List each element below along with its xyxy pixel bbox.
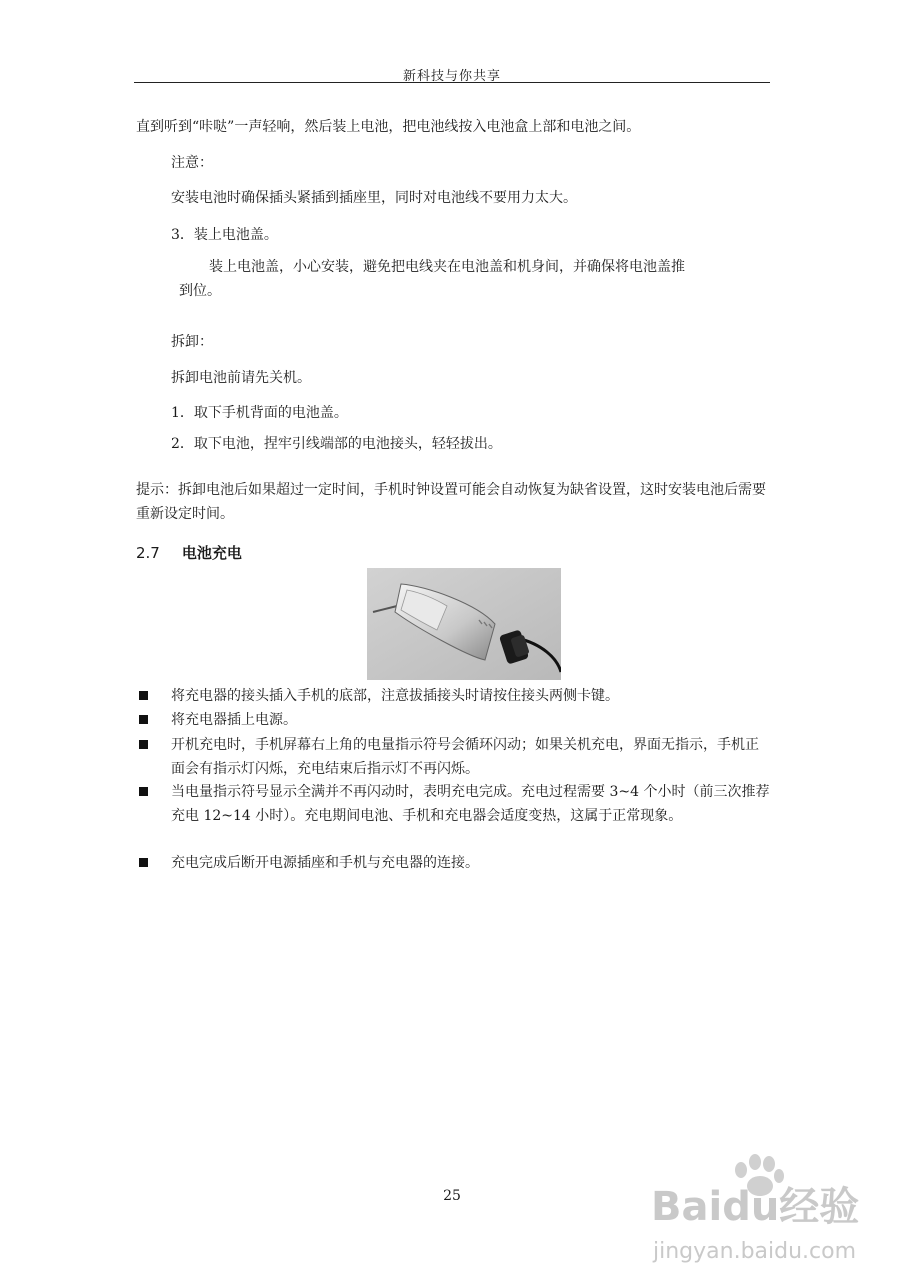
removal-step-2: 2．取下电池，捏牢引线端部的电池接头，轻轻拔出。 [171,436,502,452]
bullet-item: 将充电器的接头插入手机的底部，注意拔插接头时请按住接头两侧卡键。 [136,684,772,708]
note-text: 安装电池时确保插头紧插到插座里，同时对电池线不要用力太大。 [171,190,577,206]
bullet-item: 当电量指示符号显示全满并不再闪动时，表明充电完成。充电过程需要 3~4 个小时（前三次推荐充电 12~14 小时）。充电期间电池、手机和充电器会适度变热，这属于正常现象。 [136,780,772,828]
bullet-item: 开机充电时，手机屏幕右上角的电量指示符号会循环闪动；如果关机充电，界面无指示，手机正面会有指示灯闪烁，充电结束后指示灯不再闪烁。 [136,733,772,781]
note-label: 注意： [171,155,213,171]
bullet-square-icon [139,715,148,724]
baidu-jingyan-watermark [645,1148,875,1266]
section-heading [136,542,242,563]
step3-title: 3．装上电池盖。 [171,227,278,243]
header-divider [134,82,770,83]
bullet-square-icon [139,858,148,867]
removal-step-1: 1．取下手机背面的电池盖。 [171,405,348,421]
paragraph-install-end: 直到听到“咔哒”一声轻响，然后装上电池，把电池线按入电池盒上部和电池之间。 [136,119,641,135]
bullet-square-icon [139,740,148,749]
bullet-item: 充电完成后断开电源插座和手机与充电器的连接。 [136,851,772,875]
bullet-square-icon [139,691,148,700]
watermark-url: jingyan.baidu.com [653,1239,857,1264]
section-title: 电池充电 [181,544,242,562]
section-number: 2.7 [136,544,160,562]
removal-label: 拆卸： [171,334,213,350]
header-title: 新科技与你共享 [402,69,501,84]
page-number: 25 [443,1188,461,1204]
step3-description-line2: 到位。 [179,283,221,299]
tip-paragraph: 提示：拆卸电池后如果超过一定时间，手机时钟设置可能会自动恢复为缺省设置，这时安装电池后需要重新设定时间。 [136,482,766,522]
bullet-item: 将充电器插上电源。 [136,708,772,732]
watermark-brand: Baidu经验 [651,1184,860,1230]
phone-charging-photo [367,568,561,680]
bullet-square-icon [139,787,148,796]
removal-intro: 拆卸电池前请先关机。 [171,370,311,386]
step3-description-line1: 装上电池盖，小心安装，避免把电线夹在电池盖和机身间，并确保将电池盖推 [209,259,685,275]
